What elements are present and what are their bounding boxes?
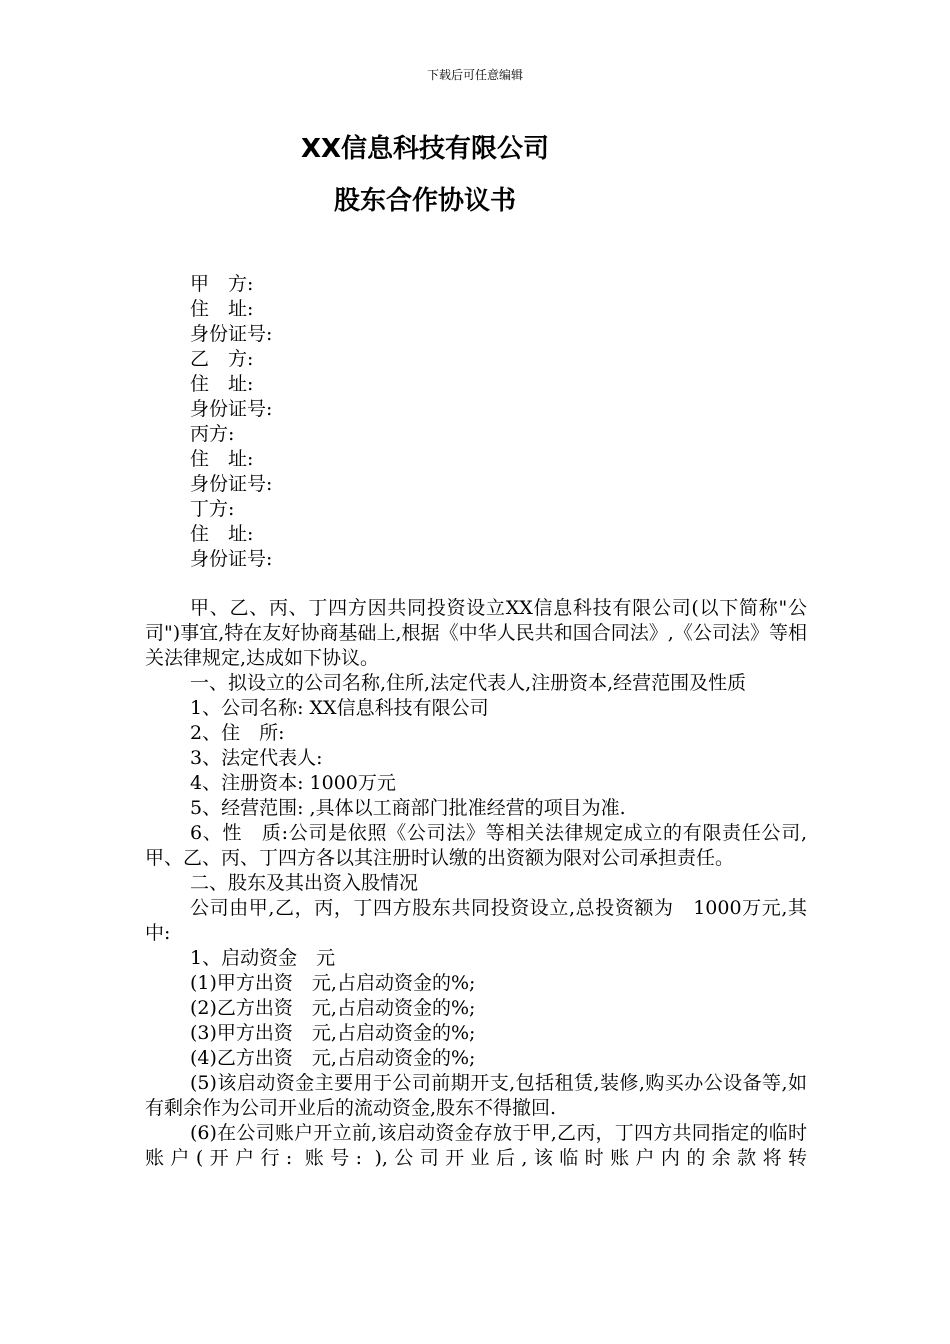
- clause-temporary-account: (6)在公司账户开立前,该启动资金存放于甲,乙丙，丁四方共同指定的临时账户(开户行: 账号: ),公司开业后,该临时账户内的余款将转: [145, 1122, 807, 1169]
- party-c-id-line: 身份证号:: [190, 473, 273, 495]
- clause-party-a-contribution-2: (3)甲方出资 元,占启动资金的%;: [190, 1022, 476, 1044]
- clause-party-b-contribution-2: (4)乙方出资 元,占启动资金的%;: [190, 1047, 476, 1069]
- clause-business-scope: 5、经营范围: ,具体以工商部门批准经营的项目为准.: [190, 797, 626, 819]
- clause-party-a-contribution: (1)甲方出资 元,占启动资金的%;: [190, 972, 476, 994]
- party-a-id-line: 身份证号:: [190, 323, 273, 345]
- party-c-address-line: 住 址:: [190, 448, 254, 470]
- clause-nature: 6、性 质:公司是依照《公司法》等相关法律规定成立的有限责任公司,甲、乙、丙、丁四方各以其注册时认缴的出资额为限对公司承担责任。: [145, 822, 807, 869]
- page-header: 下载后可任意编辑: [426, 68, 523, 82]
- party-c-name-line: 丙方:: [190, 423, 235, 445]
- party-a-address-line: 住 址:: [190, 298, 254, 320]
- section-2-heading: 二、股东及其出资入股情况: [190, 872, 419, 894]
- document-title: 股东合作协议书: [333, 186, 516, 216]
- clause-registered-capital: 4、注册资本: 1000万元: [190, 772, 396, 794]
- investment-overview: 公司由甲,乙，丙，丁四方股东共同投资设立,总投资额为 1000万元,其中:: [145, 897, 807, 944]
- company-title: XX信息科技有限公司: [300, 134, 550, 164]
- clause-address: 2、住 所:: [190, 722, 285, 744]
- intro-paragraph: 甲、乙、丙、丁四方因共同投资设立XX信息科技有限公司(以下简称"公司")事宜,特在友好协商基础上,根据《中华人民共和国合同法》,《公司法》等相关法律规定,达成如下协议。: [145, 597, 807, 669]
- section-1-heading: 一、拟设立的公司名称,住所,法定代表人,注册资本,经营范围及性质: [190, 672, 747, 694]
- clause-startup-funds: 1、启动资金 元: [190, 947, 336, 969]
- party-a-name-line: 甲 方:: [190, 273, 254, 295]
- party-b-id-line: 身份证号:: [190, 398, 273, 420]
- party-b-address-line: 住 址:: [190, 373, 254, 395]
- party-d-id-line: 身份证号:: [190, 548, 273, 570]
- party-info-block: [190, 272, 690, 572]
- clause-funds-usage: (5)该启动资金主要用于公司前期开支,包括租赁,装修,购买办公设备等,如有剩余作为公司开业后的流动资金,股东不得撤回.: [145, 1072, 807, 1119]
- clause-party-b-contribution: (2)乙方出资 元,占启动资金的%;: [190, 997, 476, 1019]
- clause-company-name: 1、公司名称: XX信息科技有限公司: [190, 697, 489, 719]
- party-b-name-line: 乙 方:: [190, 348, 254, 370]
- party-d-name-line: 丁方:: [190, 498, 235, 520]
- clause-legal-representative: 3、法定代表人:: [190, 747, 323, 769]
- party-d-address-line: 住 址:: [190, 523, 254, 545]
- agreement-body: [145, 596, 807, 1171]
